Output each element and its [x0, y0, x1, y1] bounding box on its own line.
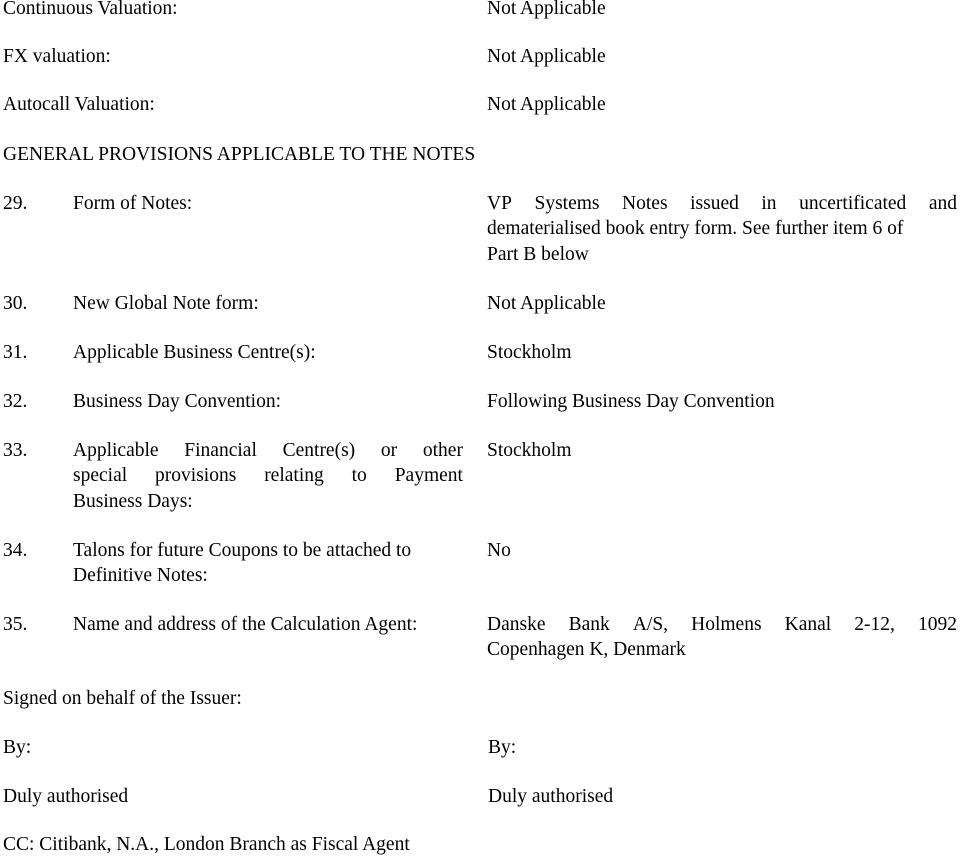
continuous-valuation-value: Not Applicable [487, 0, 606, 19]
continuous-valuation-label: Continuous Valuation: [3, 0, 178, 19]
item-35-number: 35. [3, 614, 28, 635]
item-33-label-line-3: Business Days: [73, 491, 193, 512]
word: Centre(s) [282, 440, 356, 461]
item-29-label: Form of Notes: [73, 193, 193, 214]
word: Kanal [784, 614, 832, 635]
word: in [761, 193, 777, 214]
item-29-value-line-3: Part B below [487, 244, 589, 265]
item-31-number: 31. [3, 342, 28, 363]
autocall-valuation-label: Autocall Valuation: [3, 94, 155, 115]
section-heading: GENERAL PROVISIONS APPLICABLE TO THE NOTES [3, 144, 476, 165]
item-31-value: Stockholm [487, 342, 572, 363]
word: and [928, 193, 957, 214]
word: relating [264, 465, 324, 486]
item-34-value: No [487, 540, 511, 561]
word: Financial [184, 440, 257, 461]
item-33-number: 33. [3, 440, 28, 461]
item-32-value: Following Business Day Convention [487, 391, 775, 412]
word: A/S, [632, 614, 669, 635]
item-32-label: Business Day Convention: [73, 391, 281, 412]
word: 2-12, [854, 614, 895, 635]
word: uncertificated [799, 193, 907, 214]
word: Danske [487, 614, 546, 635]
item-29-value-line-2: dematerialised book entry form. See further item 6 of [487, 218, 904, 239]
word: special [73, 465, 128, 486]
word: Holmens [691, 614, 762, 635]
by-left-label: By: [3, 737, 32, 758]
by-right-label: By: [488, 737, 517, 758]
item-35-value-line-2: Copenhagen K, Denmark [487, 639, 686, 660]
word: Bank [568, 614, 610, 635]
word: Applicable [73, 440, 159, 461]
word: provisions [155, 465, 237, 486]
item-30-label: New Global Note form: [73, 293, 259, 314]
item-33-label-line-1 [73, 439, 463, 463]
word: Payment [394, 465, 463, 486]
item-33-value: Stockholm [487, 440, 572, 461]
item-35-value-line-1 [487, 613, 957, 637]
duly-authorised-right: Duly authorised [488, 786, 614, 807]
word: Systems [534, 193, 600, 214]
item-34-label-line-1: Talons for future Coupons to be attached to [73, 540, 412, 561]
item-34-number: 34. [3, 540, 28, 561]
signed-on-behalf-text: Signed on behalf of the Issuer: [3, 688, 242, 709]
item-33-label-line-2 [73, 464, 463, 488]
word: VP [487, 193, 512, 214]
word: to [351, 465, 367, 486]
item-31-label: Applicable Business Centre(s): [73, 342, 316, 363]
duly-authorised-left: Duly authorised [3, 786, 129, 807]
word: or [380, 440, 398, 461]
item-35-label: Name and address of the Calculation Agent: [73, 614, 418, 635]
word: Notes [622, 193, 668, 214]
fx-valuation-value: Not Applicable [487, 46, 606, 67]
word: issued [690, 193, 739, 214]
item-32-number: 32. [3, 391, 28, 412]
item-30-number: 30. [3, 293, 28, 314]
word: other [422, 440, 463, 461]
item-29-number: 29. [3, 193, 28, 214]
cc-line: CC: Citibank, N.A., London Branch as Fiscal Agent [3, 834, 410, 855]
fx-valuation-label: FX valuation: [3, 46, 111, 67]
autocall-valuation-value: Not Applicable [487, 94, 606, 115]
item-29-value-line-1 [487, 192, 957, 216]
word: 1092 [917, 614, 957, 635]
item-30-value: Not Applicable [487, 293, 606, 314]
item-34-label-line-2: Definitive Notes: [73, 565, 208, 586]
